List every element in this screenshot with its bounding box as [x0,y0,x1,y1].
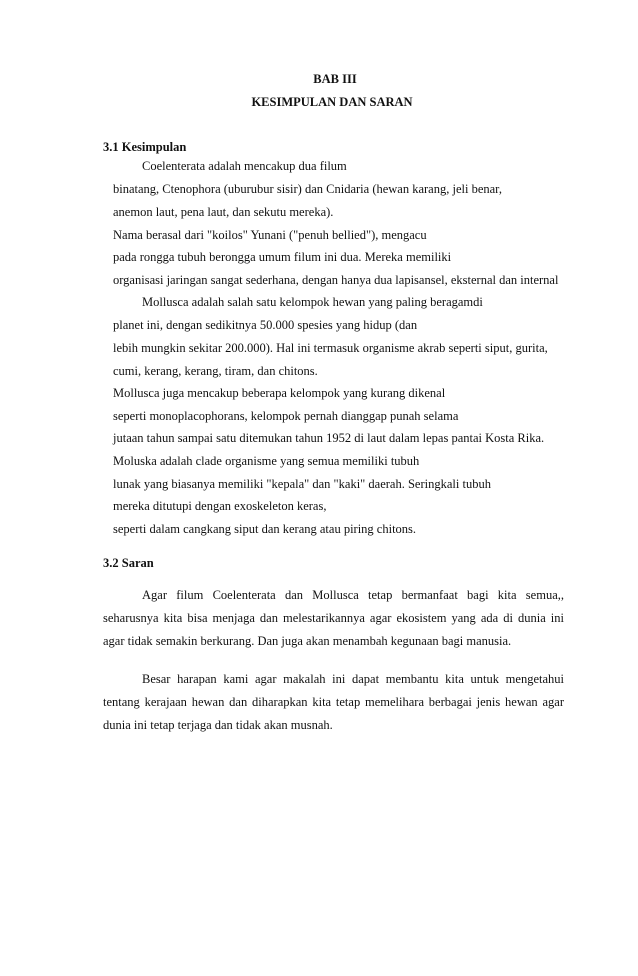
kesimpulan-line: organisasi jaringan sangat sederhana, dengan hanya dua lapisansel, eksternal dan internal [113,273,559,287]
saran-line: seharusnya kita bisa menjaga dan melestarikannya agar ekosistem yang ada di dunia ini [103,611,564,625]
chapter-title: KESIMPULAN DAN SARAN [251,95,413,109]
saran-line: Besar harapan kami agar makalah ini dapat membantu kita untuk mengetahui [142,672,564,686]
saran-line: tentang kerajaan hewan dan diharapkan kita tetap memelihara berbagai jenis hewan agar [103,695,564,709]
saran-line: dunia ini tetap terjaga dan tidak akan musnah. [103,718,333,732]
kesimpulan-line: jutaan tahun sampai satu ditemukan tahun 1952 di laut dalam lepas pantai Kosta Rika. [113,431,545,445]
kesimpulan-line: mereka ditutupi dengan exoskeleton keras, [113,499,327,513]
kesimpulan-line: lunak yang biasanya memiliki "kepala" dan "kaki" daerah. Seringkali tubuh [113,477,491,491]
kesimpulan-line: Mollusca adalah salah satu kelompok hewan yang paling beragamdi [142,295,483,309]
kesimpulan-line: seperti monoplacophorans, kelompok pernah dianggap punah selama [113,409,459,423]
saran-paragraph-1 [103,584,564,653]
kesimpulan-line: Mollusca juga mencakup beberapa kelompok yang kurang dikenal [113,386,446,400]
kesimpulan-line: Coelenterata adalah mencakup dua filum [142,159,347,173]
kesimpulan-line: cumi, kerang, kerang, tiram, dan chitons. [113,364,318,378]
kesimpulan-line: lebih mungkin sekitar 200.000). Hal ini termasuk organisme akrab seperti siput, gurita, [113,341,548,355]
kesimpulan-line: binatang, Ctenophora (uburubur sisir) dan Cnidaria (hewan karang, jeli benar, [113,182,502,196]
saran-line: agar tidak semakin berkurang. Dan juga akan menambah kegunaan bagi manusia. [103,634,512,648]
chapter-number: BAB III [313,72,357,86]
kesimpulan-line: planet ini, dengan sedikitnya 50.000 spesies yang hidup (dan [113,318,418,332]
saran-paragraph-2 [103,668,564,737]
kesimpulan-line: seperti dalam cangkang siput dan kerang atau piring chitons. [113,522,417,536]
section-title-saran: 3.2 Saran [103,556,154,570]
kesimpulan-line: pada rongga tubuh berongga umum filum ini dua. Mereka memiliki [113,250,452,264]
kesimpulan-line: Moluska adalah clade organisme yang semua memiliki tubuh [113,454,420,468]
saran-line: Agar filum Coelenterata dan Mollusca tetap bermanfaat bagi kita semua,, [142,588,564,602]
kesimpulan-line: anemon laut, pena laut, dan sekutu mereka). [113,205,334,219]
section-title-kesimpulan: 3.1 Kesimpulan [103,140,187,154]
kesimpulan-line: Nama berasal dari "koilos" Yunani ("penuh bellied"), mengacu [113,228,427,242]
